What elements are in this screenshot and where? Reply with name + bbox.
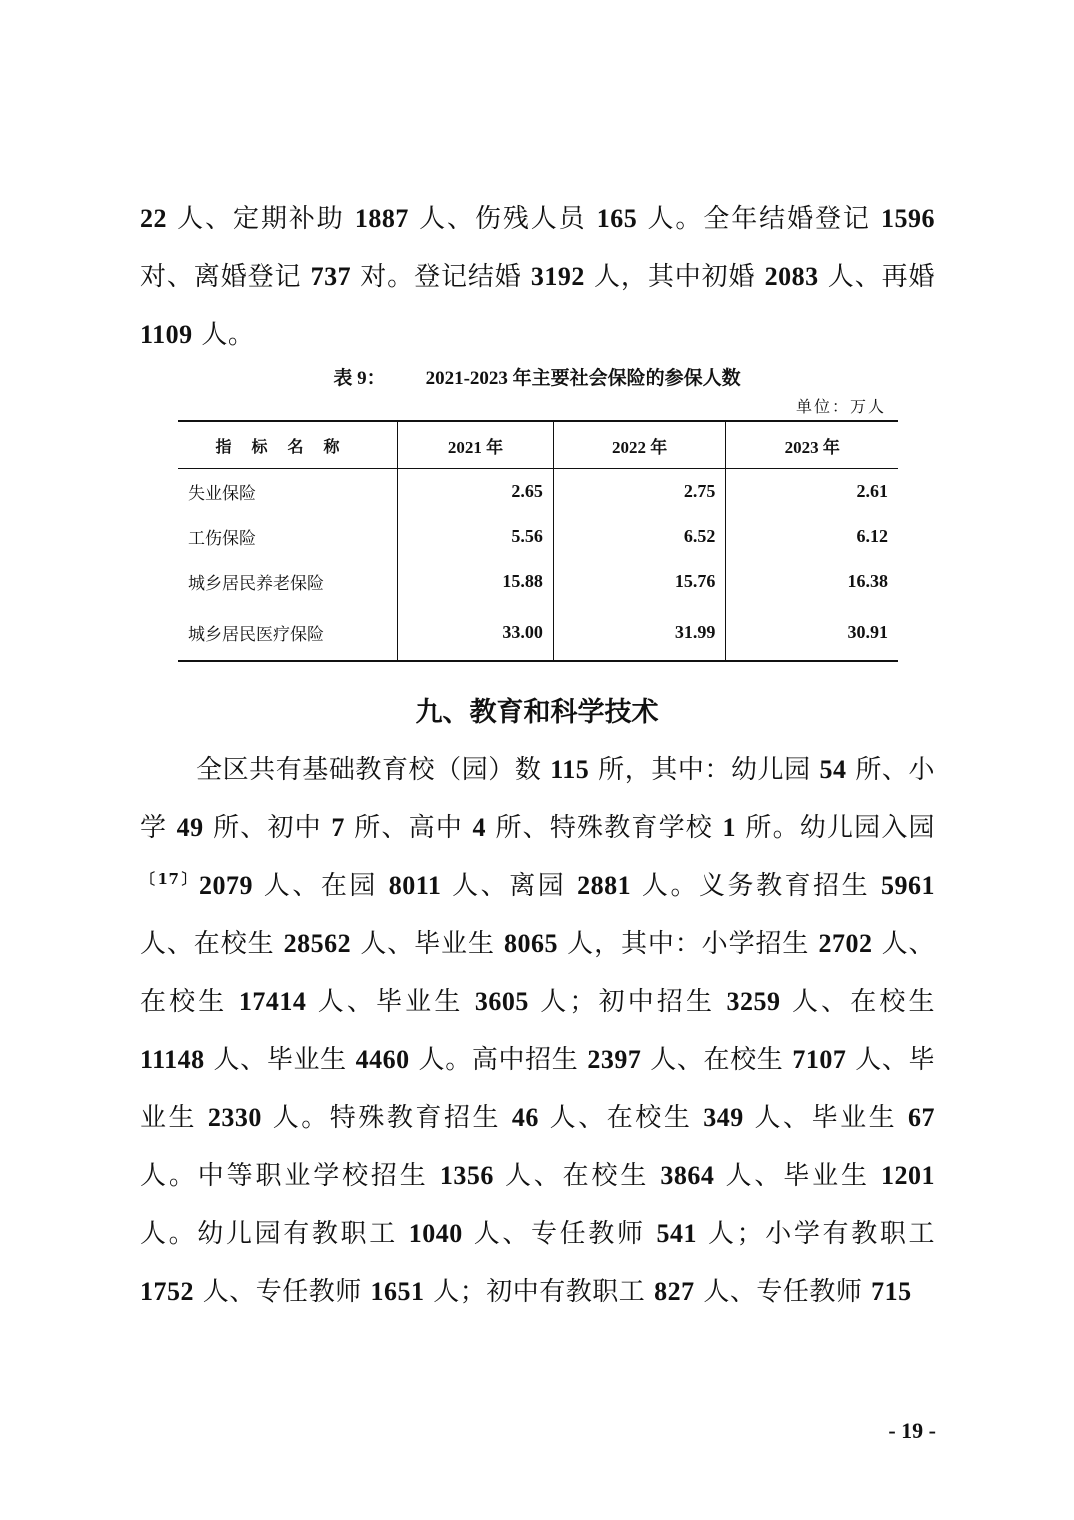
- figure-value: 2083: [764, 262, 819, 291]
- table-row: [178, 514, 898, 559]
- figure-value: 1887: [354, 204, 409, 233]
- text-run: 人、离园: [441, 871, 578, 901]
- text-run: 人。中等职业学校招生: [140, 1161, 440, 1191]
- figure-value: 8065: [504, 929, 559, 958]
- figure-value: 3605: [474, 987, 529, 1016]
- figure-value: 17414: [238, 987, 307, 1016]
- text-run: 所，其中：幼儿园: [589, 755, 820, 785]
- figure-value: 11148: [140, 1045, 205, 1074]
- text-run: 人、在校生: [140, 929, 936, 1017]
- text-run: 对、离婚登记: [140, 262, 311, 292]
- text-run: 人、毕业生: [743, 1103, 909, 1133]
- text-run: 人、在校生: [641, 1045, 793, 1075]
- text-run: 人。义务教育招生: [631, 871, 882, 901]
- text-run: 人、毕业生: [140, 1045, 936, 1133]
- text-run: 人、毕业生: [714, 1161, 882, 1191]
- text-run: 所、特殊教育学校: [486, 813, 723, 843]
- figure-value: 3864: [660, 1161, 715, 1190]
- row-name: 城乡居民医疗保险: [188, 624, 324, 645]
- paragraph-top: [140, 190, 935, 364]
- figure-value: 2330: [207, 1103, 262, 1132]
- text-run: 人、在校生: [493, 1161, 661, 1191]
- cell-2023: 2.61: [726, 469, 898, 515]
- text-run: 全区共有基础教育校（园）数: [196, 755, 551, 785]
- text-run: 所。幼儿园入园: [735, 813, 936, 843]
- insurance-table: [178, 420, 898, 662]
- text-run: 人，其中：小学招生: [558, 929, 819, 959]
- figure-value: 7107: [792, 1045, 847, 1074]
- figure-value: 22: [140, 204, 167, 233]
- text-run: 人、在校生: [140, 929, 284, 959]
- header-2021: 2021 年: [397, 421, 553, 469]
- figure-value: 4460: [355, 1045, 410, 1074]
- text-run: 所、初中: [203, 813, 332, 843]
- table-unit: 单位：万人: [795, 397, 886, 416]
- text-run: 所、小学: [140, 755, 936, 843]
- figure-value: 1596: [881, 204, 936, 233]
- text-run: 人。幼儿园有教职工: [140, 1219, 409, 1249]
- text-run: 人、专任教师: [694, 1277, 872, 1307]
- row-name: 工伤保险: [188, 529, 256, 549]
- text-run: 人、专任教师: [462, 1219, 657, 1249]
- text-run: 人、在校生: [538, 1103, 704, 1133]
- figure-value: 165: [596, 204, 638, 233]
- text-run: 人；初中有教职工: [424, 1277, 655, 1307]
- text-run: 人，其中初婚: [584, 262, 765, 292]
- page-number: - 19 -: [888, 1418, 936, 1443]
- figure-value: 1752: [140, 1277, 194, 1306]
- section-heading: 九、教育和科学技术: [415, 697, 659, 728]
- figure-value: 46: [511, 1103, 539, 1132]
- text-run: 人；小学有教职工: [697, 1219, 936, 1249]
- cell-2022: 2.75: [553, 469, 726, 515]
- header-2023: 2023 年: [726, 421, 898, 469]
- table-header-row: [178, 421, 898, 469]
- text-run: 人、再婚: [818, 262, 936, 292]
- table-title: 2021-2023 年主要社会保险的参保人数: [425, 368, 741, 389]
- table-row: [178, 559, 898, 604]
- figure-value: 541: [656, 1219, 698, 1248]
- figure-value: 7: [331, 813, 345, 842]
- figure-value: 3259: [726, 987, 781, 1016]
- cell-2021: 15.88: [397, 559, 553, 604]
- figure-value: 737: [310, 262, 352, 291]
- text-run: 人、伤残人员: [408, 204, 597, 234]
- cell-2022: 31.99: [553, 604, 726, 661]
- figure-value: 715: [871, 1277, 912, 1306]
- table-row: [178, 604, 898, 661]
- cell-2021: 2.65: [397, 469, 553, 515]
- figure-value: 349: [703, 1103, 744, 1132]
- text-run: 人、定期补助: [167, 204, 355, 234]
- figure-value: 115: [550, 755, 590, 784]
- footnote-marker: 〔17〕: [140, 870, 199, 888]
- figure-value: 2881: [577, 871, 632, 900]
- figure-value: 1: [722, 813, 736, 842]
- figure-value: 2079: [199, 871, 253, 900]
- text-run: 对。登记结婚: [351, 262, 531, 292]
- cell-2021: 5.56: [397, 514, 553, 559]
- figure-value: 54: [819, 755, 847, 784]
- figure-value: 1040: [408, 1219, 463, 1248]
- text-run: 人；初中招生: [528, 987, 727, 1017]
- figure-value: 28562: [283, 929, 352, 958]
- text-run: 人。全年结婚登记: [637, 204, 882, 234]
- header-2022: 2022 年: [553, 421, 726, 469]
- figure-value: 3192: [530, 262, 585, 291]
- text-run: 人、专任教师: [194, 1277, 371, 1307]
- text-run: 人、在园: [253, 871, 389, 901]
- text-run: 人、毕业生: [351, 929, 505, 959]
- row-name: 城乡居民养老保险: [188, 574, 324, 594]
- table-caption: [0, 363, 1074, 390]
- figure-value: 2397: [587, 1045, 642, 1074]
- text-run: 人。高中招生: [409, 1045, 588, 1075]
- text-run: 人、毕业生: [306, 987, 475, 1017]
- figure-value: 4: [472, 813, 486, 842]
- text-run: 人、在校生: [780, 987, 936, 1017]
- cell-2023: 16.38: [726, 559, 898, 604]
- paragraph-education: [140, 741, 935, 1321]
- table-row: [178, 469, 898, 515]
- figure-value: 1651: [370, 1277, 425, 1306]
- figure-value: 49: [176, 813, 204, 842]
- cell-2022: 15.76: [553, 559, 726, 604]
- figure-value: 5961: [881, 871, 936, 900]
- figure-value: 1356: [439, 1161, 494, 1190]
- cell-2023: 30.91: [726, 604, 898, 661]
- figure-value: 2702: [818, 929, 873, 958]
- figure-value: 1109: [140, 320, 193, 349]
- cell-2022: 6.52: [553, 514, 726, 559]
- text-run: 所、高中: [344, 813, 473, 843]
- cell-2023: 6.12: [726, 514, 898, 559]
- header-indicator-name: 指标名称: [178, 421, 397, 469]
- text-run: 人。特殊教育招生: [261, 1103, 512, 1133]
- figure-value: 1201: [881, 1161, 936, 1190]
- figure-value: 827: [654, 1277, 695, 1306]
- text-run: 人。: [192, 320, 255, 350]
- figure-value: 67: [908, 1103, 936, 1132]
- cell-2021: 33.00: [397, 604, 553, 661]
- text-run: 人、毕业生: [204, 1045, 356, 1075]
- table-label: 表 9：: [333, 368, 386, 389]
- row-name: 失业保险: [188, 484, 256, 504]
- figure-value: 8011: [388, 871, 442, 900]
